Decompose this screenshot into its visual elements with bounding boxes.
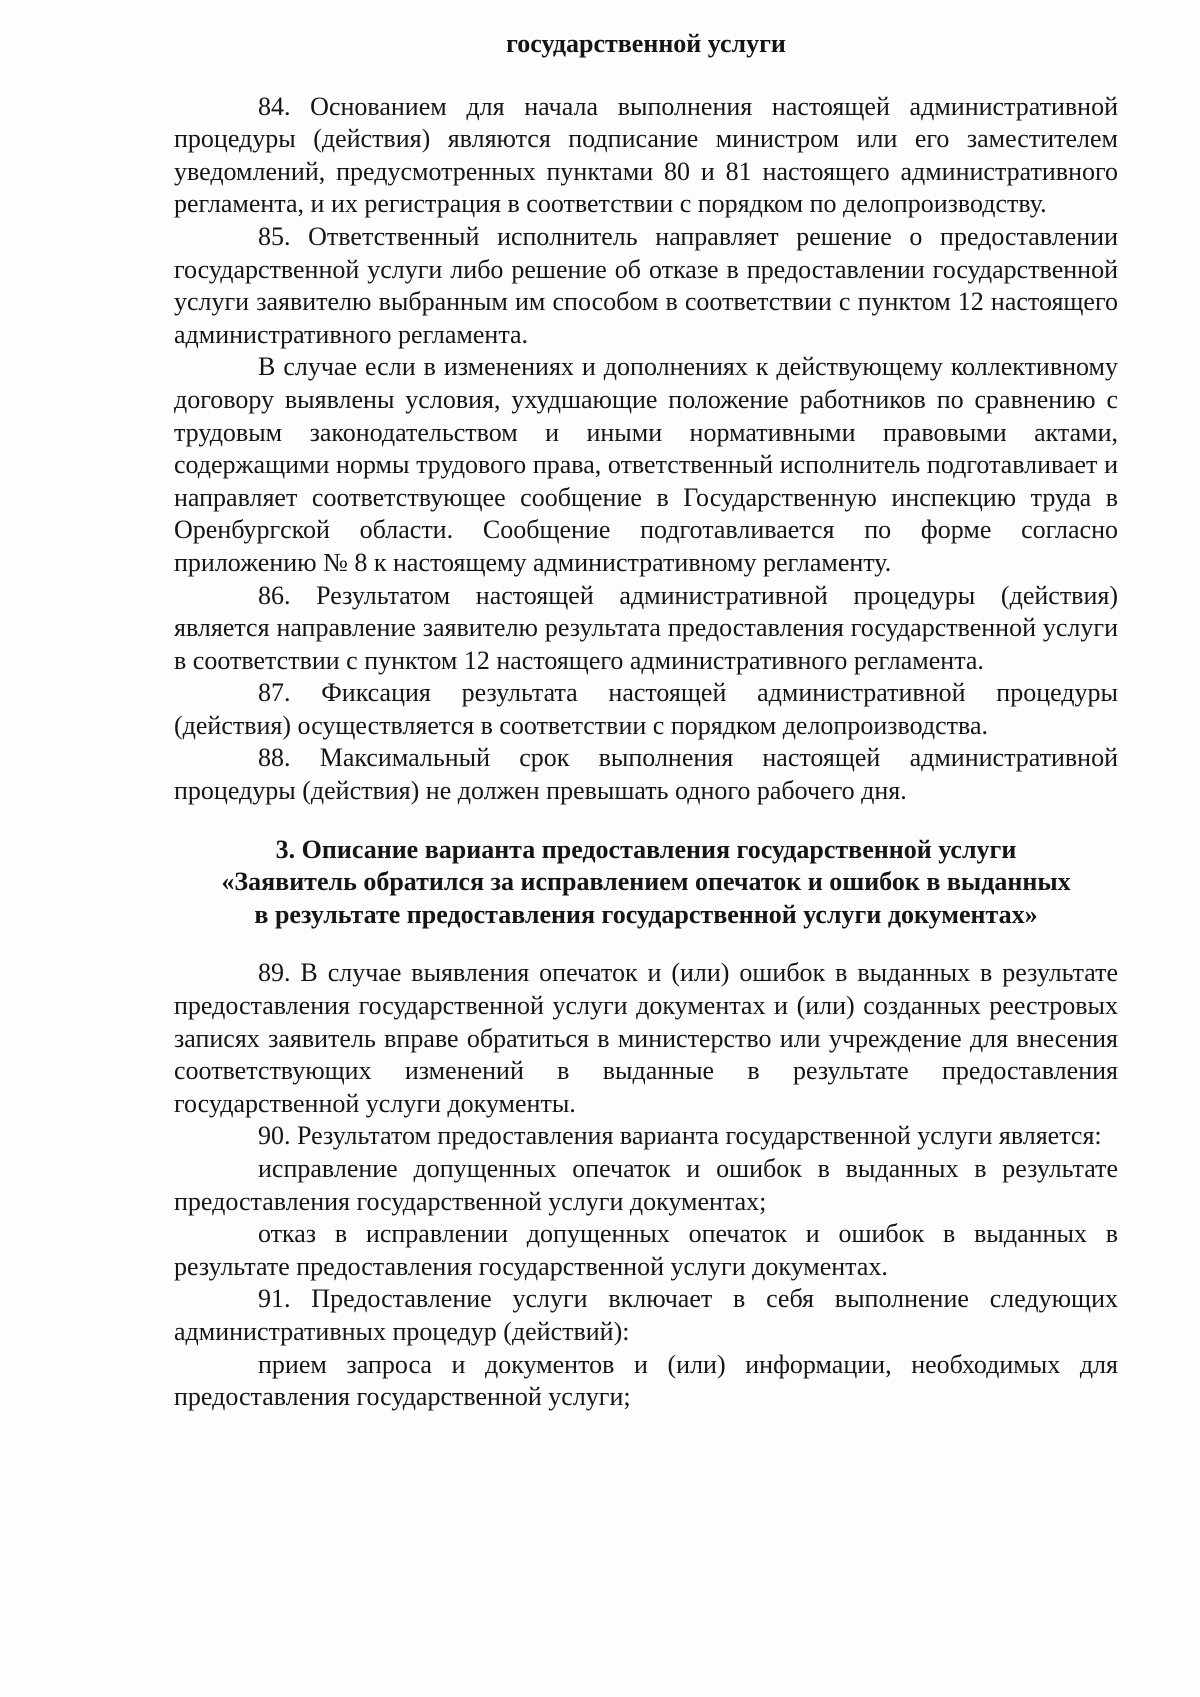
paragraph-90: 90. Результатом предоставления варианта государственной услуги является:: [258, 1121, 1102, 1151]
paragraph-90-item-refusal: отказ в исправлении допущенных опечаток и ошибок в выданных в результате предоставления государственной услуги документах.: [174, 1219, 1118, 1281]
paragraph-91: 91. Предоставление услуги включает в себя выполнение следующих административных процедур (действий):: [174, 1284, 1118, 1346]
section-heading: [174, 834, 1118, 932]
paragraph-87: 87. Фиксация результата настоящей административной процедуры (действия) осуществляется в соответствии с порядком делопроизводства.: [174, 678, 1118, 740]
paragraph-90-item-correction: исправление допущенных опечаток и ошибок в выданных в результате предоставления государственной услуги документах;: [174, 1154, 1118, 1216]
section-heading-line-1: 3. Описание варианта предоставления государственной услуги: [275, 834, 1017, 864]
paragraph-86: 86. Результатом настоящей административной процедуры (действия) является направление заявителю результата предоставления государственной услуги в соответствии с пунктом 12 настоящего административного регламента.: [174, 580, 1118, 675]
paragraph-85: 85. Ответственный исполнитель направляет решение о предоставлении государственной услуги либо решение об отказе в предоставлении государственной услуги заявителю выбранным им способом в соответствии с пунктом 12 настоящего административного регламента.: [174, 221, 1118, 349]
paragraph-89: 89. В случае выявления опечаток и (или) ошибок в выданных в результате предоставления государственной услуги документах и (или) созданных реестровых записях заявитель вправе обратиться в министерство или учреждение для внесения соответствующих изменений в выданные в результате предоставления государственной услуги документы.: [174, 958, 1118, 1118]
paragraph-88: 88. Максимальный срок выполнения настоящей административной процедуры (действия) не должен превышать одного рабочего дня.: [174, 743, 1118, 806]
section-heading-line-2: «Заявитель обратился за исправлением опечаток и ошибок в выданных: [221, 867, 1071, 897]
continued-heading: государственной услуги: [506, 29, 786, 58]
paragraph-84: 84. Основанием для начала выполнения настоящей административной процедуры (действия) являются подписание министром или его заместителем уведомлений, предусмотренных пунктами 80 и 81 настоящего административного регламента, и их регистрация в соответствии с порядком по делопроизводству.: [174, 91, 1118, 219]
section-heading-line-3: в результате предоставления государственной услуги документах»: [254, 899, 1038, 929]
paragraph-85-case: В случае если в изменениях и дополнениях к действующему коллективному договору выявлены условия, ухудшающие положение работников по сравнению с трудовым законодательством и иными нормативными правовыми актами, содержащими нормы трудового права, ответственный исполнитель подготавливает и направляет соответствующее сообщение в Государственную инспекцию труда в Оренбургской области. Сообщение подготавливается по форме согласно приложению № 8 к настоящему административному регламенту.: [174, 352, 1118, 577]
document-body: [174, 28, 1118, 1414]
paragraph-91-item-reception: прием запроса и документов и (или) информации, необходимых для предоставления государственной услуги;: [174, 1349, 1118, 1412]
